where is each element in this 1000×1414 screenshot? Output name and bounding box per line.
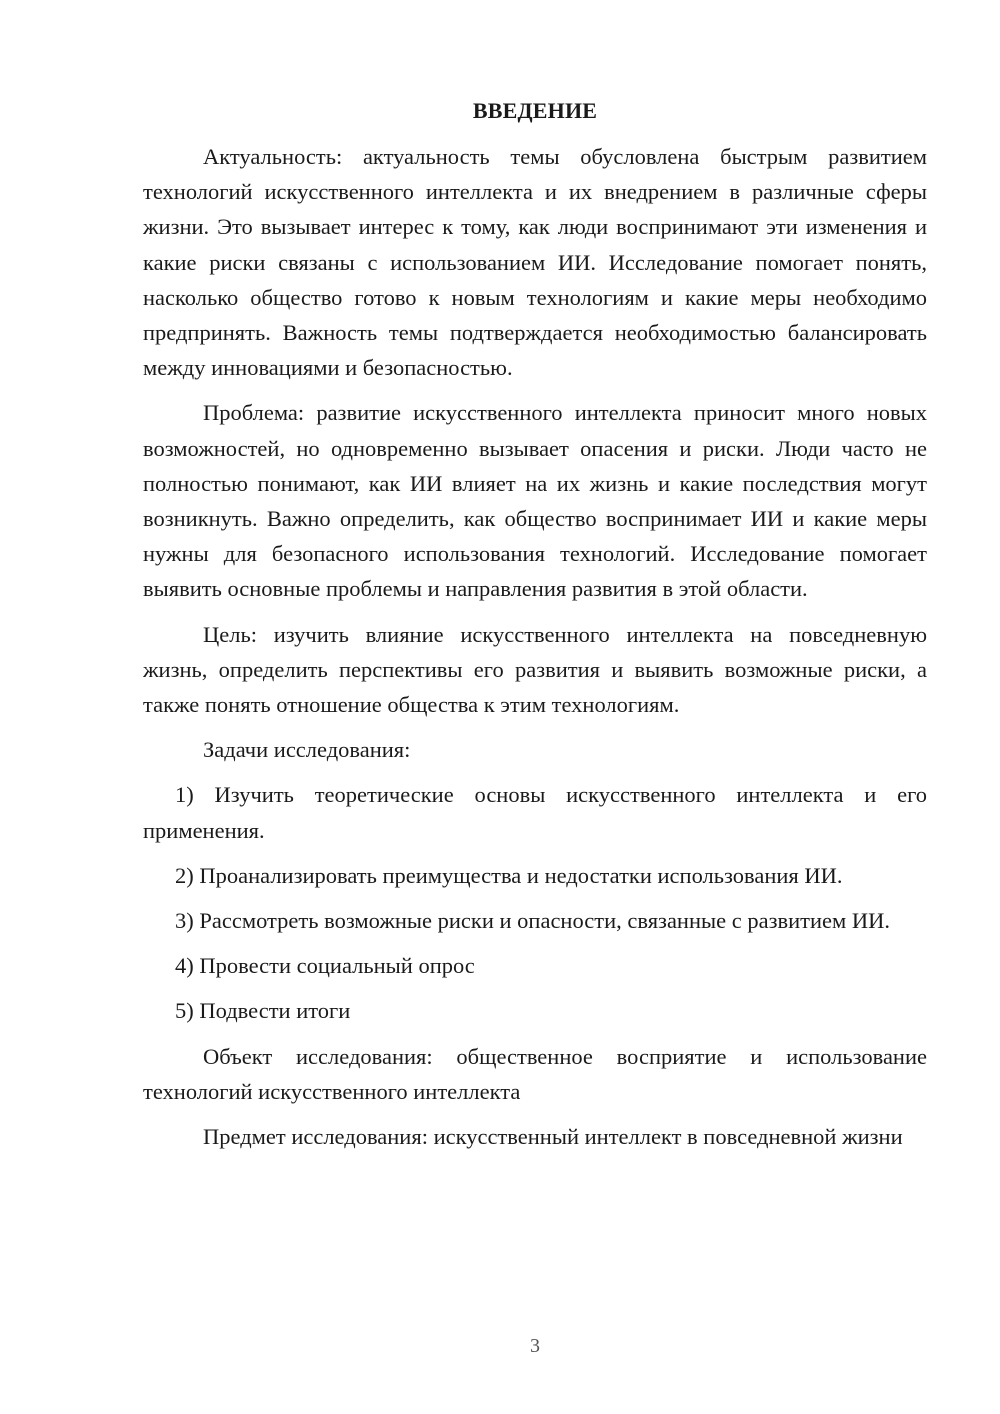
task-item-1: 1) Изучить теоретические основы искусственного интеллекта и его применения. [143, 782, 927, 843]
paragraph-subject: Предмет исследования: искусственный интеллект в повседневной жизни [203, 1124, 903, 1150]
page-content [143, 96, 927, 1164]
paragraph-relevance: Актуальность: актуальность темы обусловлена быстрым развитием технологий искусственного интеллекта и их внедрением в различные сферы жизни. Это вызывает интерес к тому, как люди воспринимают эти изменения и какие риски связаны с использованием ИИ. Исследование помогает понять, насколько общество готово к новым технологиям и какие меры необходимо предпринять. Важность темы подтверждается необходимостью балансировать между инновациями и безопасностью. [143, 144, 927, 381]
paragraph-object: Объект исследования: общественное восприятие и использование технологий искусственного интеллекта [143, 1043, 927, 1104]
task-item-2: 2) Проанализировать преимущества и недостатки использования ИИ. [175, 862, 843, 888]
page-number: 3 [530, 1335, 540, 1357]
task-item-4: 4) Провести социальный опрос [175, 953, 475, 979]
task-item-5: 5) Подвести итоги [175, 998, 351, 1024]
task-item-3: 3) Рассмотреть возможные риски и опасности, связанные с развитием ИИ. [175, 908, 890, 934]
page-title: ВВЕДЕНИЕ [472, 98, 598, 123]
paragraph-problem: Проблема: развитие искусственного интеллекта приносит много новых возможностей, но одновременно вызывает опасения и риски. Люди часто не полностью понимают, как ИИ влияет на их жизнь и какие последствия могут возникнуть. Важно определить, как общество воспринимает ИИ и какие меры нужны для безопасного использования технологий. Исследование помогает выявить основные проблемы и направления развития в этой области. [143, 400, 927, 602]
paragraph-goal: Цель: изучить влияние искусственного интеллекта на повседневную жизнь, определить перспективы его развития и выявить возможные риски, а также понять отношение общества к этим технологиям. [143, 621, 927, 718]
tasks-heading: Задачи исследования: [203, 737, 411, 763]
